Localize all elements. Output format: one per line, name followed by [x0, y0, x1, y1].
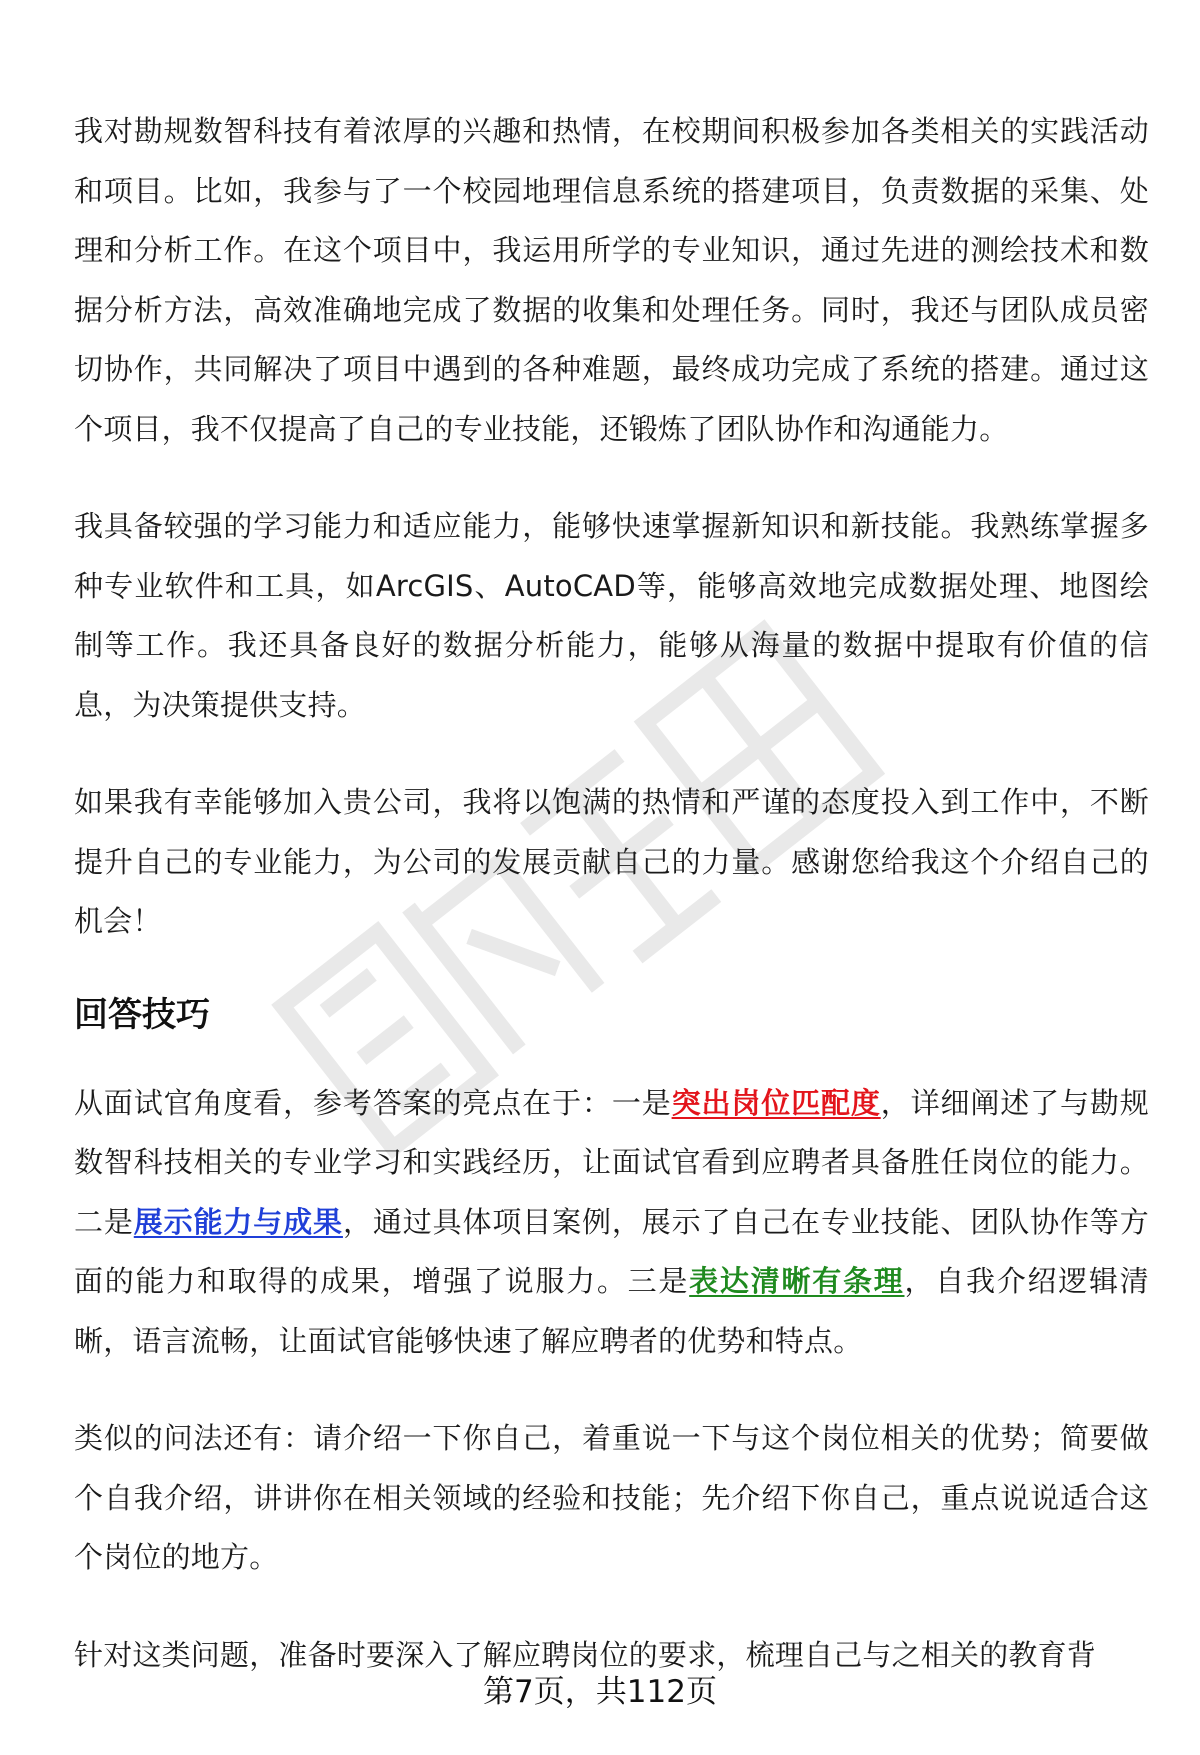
- paragraph-preparation: 针对这类问题，准备时要深入了解应聘岗位的要求，梳理自己与之相关的教育背: [74, 1637, 1097, 1672]
- tips-text-a: 从面试官角度看，参考答案的亮点在于：一是: [74, 1085, 672, 1120]
- paragraph-similar-questions: 类似的问法还有：请介绍一下你自己，着重说一下与这个岗位相关的优势；简要做个自我介绍，讲讲你在相关领域的经验和技能；先介绍下你自己，重点说说适合这个岗位的地方。: [74, 1421, 1149, 1574]
- highlight-ability-results: 展示能力与成果: [133, 1204, 343, 1239]
- tips-text-b: ，详细阐述了与勘规数智科技相关的专业学习和实践经历，让面试官看到应聘者具备胜任岗位的能力。二是: [74, 1085, 1149, 1239]
- tips-text-d: ，自我介绍逻辑清晰，语言流畅，让面试官能够快速了解应聘者的优势和特点。: [74, 1264, 1149, 1358]
- section-title: 回答技巧: [74, 994, 210, 1035]
- paragraph-closing: 如果我有幸能够加入贵公司，我将以饱满的热情和严谨的态度投入到工作中，不断提升自己的专业能力，为公司的发展贡献自己的力量。感谢您给我这个介绍自己的机会！: [74, 785, 1149, 938]
- paragraph-tips-highlights: [74, 1074, 1149, 1372]
- paragraph-project-experience: 我对勘规数智科技有着浓厚的兴趣和热情，在校期间积极参加各类相关的实践活动和项目。比如，我参与了一个校园地理信息系统的搭建项目，负责数据的采集、处理和分析工作。在这个项目中，我运用所学的专业知识，通过先进的测绘技术和数据分析方法，高效准确地完成了数据的收集和处理任务。同时，我还与团队成员密切协作，共同解决了项目中遇到的各种难题，最终成功完成了系统的搭建。通过这个项目，我不仅提高了自己的专业技能，还锻炼了团队协作和沟通能力。: [74, 114, 1149, 446]
- highlight-clear-expression: 表达清晰有条理: [689, 1264, 905, 1298]
- highlight-job-fit: 突出岗位匹配度: [671, 1085, 881, 1120]
- tips-text-c: ，通过具体项目案例，展示了自己在专业技能、团队协作等方面的能力和取得的成果，增强了说服力。三是: [74, 1204, 1150, 1298]
- page-number: 第7页，共112页: [483, 1674, 717, 1710]
- paragraph-skills: 我具备较强的学习能力和适应能力，能够快速掌握新知识和新技能。我熟练掌握多种专业软件和工具，如ArcGIS、AutoCAD等，能够高效地完成数据处理、地图绘制等工作。我还具备良好的数据分析能力，能够从海量的数据中提取有价值的信息，为决策提供支持。: [74, 509, 1149, 722]
- document-page: [74, 102, 1149, 1723]
